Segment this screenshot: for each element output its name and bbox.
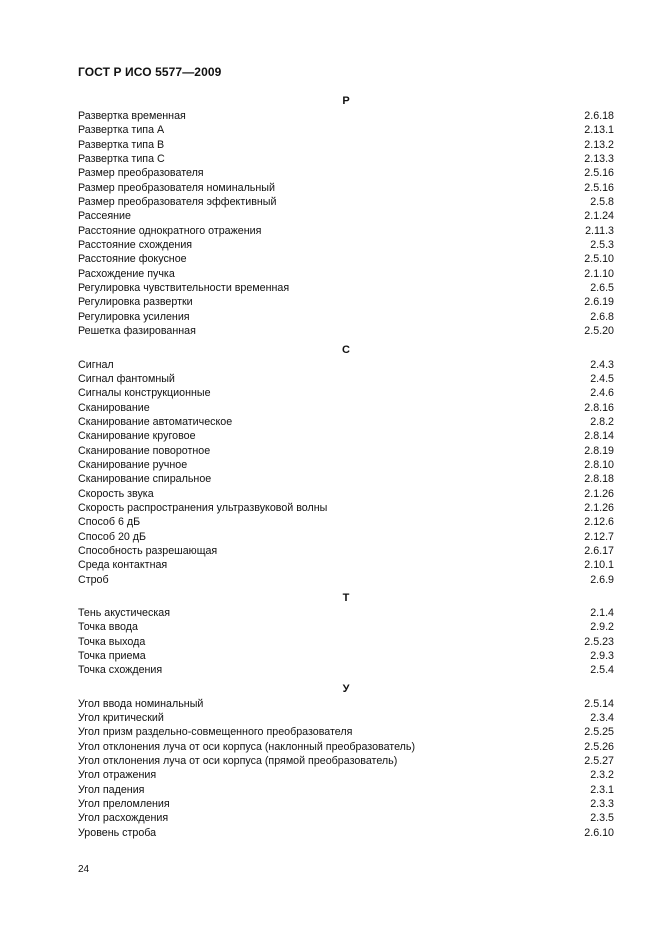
entry-reference: 2.1.26 [584,487,614,500]
entry-reference: 2.1.4 [590,607,614,619]
entry-term: Развертка типа С [78,153,165,166]
entry-term: Сигналы конструкционные [78,387,211,400]
entry-term: Скорость звука [78,487,154,500]
index-entry [78,635,614,649]
index-entry [78,458,614,472]
entry-reference: 2.9.2 [590,621,614,634]
index-entry [78,224,614,238]
index-entry [78,386,614,400]
entry-term: Сканирование ручное [78,458,188,471]
index-entry [78,123,614,137]
entry-reference: 2.3.3 [590,798,614,811]
entry-reference: 2.12.7 [584,530,614,543]
entry-term: Строб [78,573,109,586]
index-entry [78,415,614,429]
entry-term: Угол отклонения луча от оси корпуса (наклонный преобразователь) [78,740,416,753]
entry-reference: 2.5.16 [584,167,614,180]
entry-term: Сигнал [78,358,114,371]
entry-reference: 2.5.26 [584,740,614,753]
entry-reference: 2.8.18 [584,473,614,486]
entry-reference: 2.1.10 [584,267,614,280]
index-entry [78,295,614,309]
index-entry [78,649,614,663]
index-entry [78,195,614,209]
index-entry [78,444,614,458]
entry-reference: 2.6.18 [584,110,614,122]
entry-term: Расстояние однократного отражения [78,224,262,237]
entry-reference: 2.5.23 [584,635,614,648]
entry-term: Среда контактная [78,559,168,572]
entry-reference: 2.9.3 [590,650,614,663]
entry-term: Скорость распространения ультразвуковой волны [78,501,328,514]
entry-reference: 2.6.5 [590,282,614,295]
entry-term: Решетка фазированная [78,325,196,338]
index-entry [78,372,614,386]
document-header: ГОСТ Р ИСО 5577—2009 [78,65,222,79]
entry-term: Способ 20 дБ [78,530,147,543]
index-entry [78,358,614,372]
entry-reference: 2.6.17 [584,544,614,557]
entry-term: Размер преобразователя номинальный [78,181,275,194]
entry-term: Сканирование автоматическое [78,415,233,428]
entry-reference: 2.8.14 [584,430,614,443]
entry-term: Сканирование спиральное [78,473,212,486]
index-entry [78,573,614,587]
entry-reference: 2.5.10 [584,253,614,266]
entry-term: Тень акустическая [78,607,170,619]
index-entry [78,429,614,443]
entry-term: Угол расхождения [78,812,169,825]
entry-reference: 2.6.10 [584,826,614,839]
entry-term: Угол критический [78,712,164,725]
entry-term: Сканирование круговое [78,430,196,443]
index-entry [78,138,614,152]
index-entry [78,515,614,529]
index-entry [78,797,614,811]
entry-term: Размер преобразователя [78,167,204,180]
entry-reference: 2.5.20 [584,325,614,338]
entry-reference: 2.3.1 [590,783,614,796]
entry-reference: 2.6.8 [590,310,614,323]
index-entry [78,487,614,501]
entry-term: Угол призм раздельно-совмещенного преобразователя [78,726,353,739]
entry-reference: 2.10.1 [584,559,614,572]
entry-reference: 2.13.3 [584,153,614,166]
index-entry [78,209,614,223]
index-entry [78,783,614,797]
index-entry [78,267,614,281]
entry-term: Развертка временная [78,110,186,122]
index-entry [78,740,614,754]
entry-term: Угол отклонения луча от оси корпуса (прямой преобразователь) [78,755,398,768]
entry-term: Сигнал фантомный [78,372,175,385]
index-entry [78,472,614,486]
entry-reference: 2.4.5 [590,372,614,385]
index-entry [78,826,614,840]
page-number: 24 [78,864,90,875]
index-entry [78,663,614,677]
entry-reference: 2.11.3 [585,224,614,237]
index-entry [78,310,614,324]
entry-term: Сканирование [78,401,150,414]
entry-reference: 2.1.24 [584,210,614,223]
entry-reference: 2.3.4 [590,712,614,725]
entry-reference: 2.5.14 [584,697,614,710]
entry-reference: 2.8.16 [584,401,614,414]
entry-term: Расстояние схождения [78,239,193,252]
section-letter: Р [342,95,350,107]
index-entry [78,152,614,166]
index-entry [78,181,614,195]
index-entry [78,811,614,825]
entry-term: Размер преобразователя эффективный [78,196,277,209]
entry-reference: 2.13.1 [584,124,614,137]
entry-reference: 2.1.26 [584,501,614,514]
entry-term: Точка ввода [78,621,138,634]
entry-term: Расстояние фокусное [78,253,187,266]
index-entry [78,530,614,544]
section-letter: С [342,343,350,356]
entry-term: Сканирование поворотное [78,444,211,457]
entry-term: Регулировка чувствительности временная [78,282,290,295]
entry-term: Точка приема [78,650,146,663]
entry-term: Угол преломления [78,798,170,811]
index-entry [78,109,614,123]
entry-term: Регулировка развертки [78,296,193,309]
entry-reference: 2.13.2 [584,138,614,151]
entry-term: Угол падения [78,783,145,796]
entry-term: Рассеяние [78,210,131,223]
entry-term: Развертка типа В [78,138,165,151]
entry-term: Точка выхода [78,635,146,648]
entry-term: Развертка типа А [78,124,165,137]
index-entry [78,166,614,180]
entry-term: Точка схождения [78,664,163,677]
index-entry [78,558,614,572]
entry-term: Угол ввода номинальный [78,697,204,710]
entry-reference: 2.4.3 [590,358,614,371]
alphabetical-index [78,93,614,840]
entry-reference: 2.12.6 [584,516,614,529]
entry-reference: 2.5.27 [584,755,614,768]
entry-reference: 2.3.5 [590,812,614,825]
entry-term: Уровень строба [78,826,157,839]
entry-reference: 2.8.2 [590,415,614,428]
entry-reference: 2.8.19 [584,444,614,457]
entry-reference: 2.5.25 [584,726,614,739]
index-entry [78,324,614,338]
index-entry [78,725,614,739]
entry-reference: 2.5.3 [590,239,614,252]
entry-reference: 2.5.8 [590,196,614,209]
index-entry [78,544,614,558]
section-letter: Т [342,592,350,604]
section-letter: У [342,682,350,695]
entry-reference: 2.6.9 [590,573,614,586]
entry-reference: 2.4.6 [590,387,614,400]
entry-reference: 2.8.10 [584,458,614,471]
index-entry [78,252,614,266]
entry-term: Регулировка усиления [78,310,190,323]
index-entry [78,620,614,634]
entry-term: Способ 6 дБ [78,516,141,529]
index-entry [78,238,614,252]
entry-reference: 2.3.2 [590,769,614,782]
index-entry [78,401,614,415]
index-entry [78,754,614,768]
entry-reference: 2.5.4 [590,664,614,677]
index-entry [78,711,614,725]
index-entry [78,697,614,711]
index-entry [78,606,614,620]
entry-term: Угол отражения [78,769,157,782]
entry-term: Способность разрешающая [78,544,218,557]
entry-reference: 2.5.16 [584,181,614,194]
index-entry [78,281,614,295]
index-entry [78,768,614,782]
entry-reference: 2.6.19 [584,296,614,309]
entry-term: Расхождение пучка [78,267,175,280]
index-entry [78,501,614,515]
